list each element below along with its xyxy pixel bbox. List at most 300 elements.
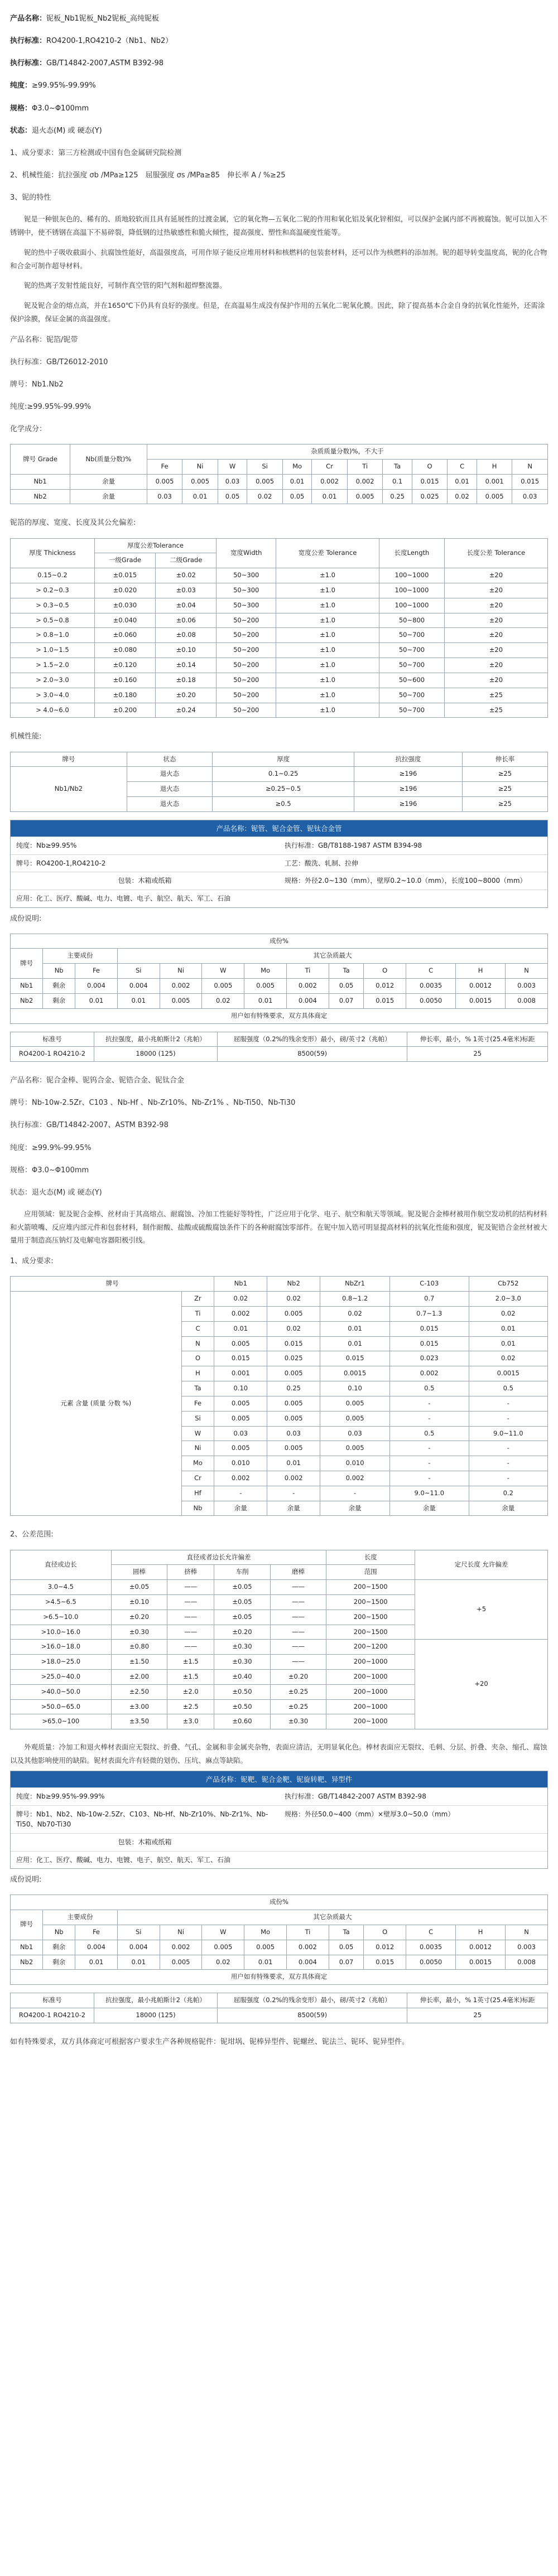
- length-dev-cell: +5: [415, 1580, 548, 1640]
- element-header: O: [364, 964, 406, 979]
- value-cell: > 2.0~3.0: [11, 673, 95, 688]
- value-cell: 0.005: [214, 1411, 267, 1426]
- value-cell: 0.002: [160, 1940, 202, 1955]
- foil-purity: 纯度:≥99.95%-99.99%: [10, 402, 92, 411]
- value-cell: C: [181, 1321, 214, 1336]
- value-cell: ±0.03: [156, 583, 217, 598]
- value-cell: ±1.0: [276, 688, 379, 703]
- value-cell: Ti: [181, 1307, 214, 1322]
- value-cell: 200~1000: [326, 1714, 415, 1729]
- mech3-ts-header: 抗拉强度，最小兆帕斯计2（兆帕）: [94, 1993, 218, 2008]
- chem3-main-header: 主要成份: [43, 1910, 118, 1925]
- mech-grade-header: 牌号: [11, 752, 127, 767]
- value-cell: 0.005: [214, 1441, 267, 1456]
- element-header: H: [456, 1925, 506, 1940]
- mechanical-caption: 机械性能:: [10, 732, 42, 741]
- value-cell: 0.005: [267, 1441, 320, 1456]
- tube-packaging: 包装：木箱或纸箱: [11, 872, 279, 890]
- mech-grade-cell: Nb1/Nb2: [11, 767, 127, 811]
- value-cell: ±0.05: [111, 1580, 167, 1595]
- table-row: [11, 703, 548, 718]
- alloy-spec: 规格：Φ3.0~Φ100mm: [10, 1166, 89, 1175]
- value-cell: >40.0~50.0: [11, 1684, 112, 1699]
- value-cell: 50~200: [217, 613, 276, 628]
- value-cell: > 0.5~0.8: [11, 613, 95, 628]
- value-cell: 0.7: [390, 1292, 469, 1307]
- tolerance-caption: 2、公差范围:: [10, 1530, 54, 1539]
- value-cell: ±0.05: [214, 1594, 271, 1610]
- target-standard: 执行标准：GB/T14842-2007 ASTM B392-98: [279, 1787, 547, 1805]
- value-cell: 50~200: [217, 658, 276, 673]
- chemistry-table-3: [10, 1894, 548, 1985]
- element-header: C: [406, 1925, 456, 1940]
- mech-cell: 退火态: [127, 767, 212, 782]
- element-header: Si: [117, 964, 160, 979]
- value-cell: Nb2: [11, 993, 43, 1008]
- mech-cell: ≥25: [462, 767, 547, 782]
- paragraph-2: 铌的热中子吸收截面小、抗腐蚀性能好，高温强度高，可用作原子能反应堆用材料和核燃料的包装套材料，还可以作为核燃料的添加剂。铌的超导转变温度高，铌的化合物和合金可制作超导材料。: [10, 248, 547, 270]
- tube-purity: 纯度：Nb≥99.95%: [11, 837, 279, 854]
- grade-header: Nb2: [267, 1277, 320, 1292]
- value-cell: ±0.06: [156, 613, 217, 628]
- element-header: Ni: [182, 460, 218, 475]
- value-cell: 0.0035: [406, 979, 456, 994]
- value-cell: 200~1500: [326, 1610, 415, 1625]
- value-cell: ±0.20: [214, 1625, 271, 1640]
- purity-line: 纯度：≥99.95%-99.99%: [10, 81, 96, 90]
- value-cell: ±0.120: [94, 658, 155, 673]
- value-cell: 0.004: [286, 993, 329, 1008]
- value-cell: 0.0050: [406, 993, 456, 1008]
- value-cell: ±0.30: [270, 1714, 326, 1729]
- value-cell: 0.02: [448, 489, 477, 504]
- value-cell: 0.01: [117, 993, 160, 1008]
- chemistry-table-1: [10, 444, 548, 504]
- width-tol-header: 宽度公差 Tolerance: [276, 538, 379, 568]
- value-cell: 0.0050: [406, 1955, 456, 1970]
- value-cell: 0.15~0.2: [11, 568, 95, 583]
- tol-dia-header: 直径或边长: [11, 1550, 112, 1580]
- value-cell: ±2.0: [167, 1684, 214, 1699]
- value-cell: 50~200: [217, 643, 276, 658]
- value-cell: 余量: [390, 1501, 469, 1516]
- value-cell: 200~1000: [326, 1684, 415, 1699]
- standard-line: 执行标准：RO4200-1,RO4210-2（Nb1、Nb2）: [10, 37, 173, 46]
- tol-len-header: 长度: [326, 1550, 415, 1565]
- value-cell: ±20: [444, 613, 547, 628]
- mech3-el: 25: [407, 2008, 548, 2023]
- value-cell: 剩余: [43, 1940, 75, 1955]
- value-cell: 50~200: [217, 673, 276, 688]
- element-header: W: [202, 1925, 244, 1940]
- value-cell: Nb1: [11, 979, 43, 994]
- value-cell: 剩余: [43, 979, 75, 994]
- value-cell: 0.004: [75, 979, 118, 994]
- nb-header: Nb(质量分数)%: [70, 444, 147, 475]
- width-header: 宽度Width: [217, 538, 276, 568]
- value-cell: ±0.05: [214, 1580, 271, 1595]
- value-cell: ±0.25: [270, 1684, 326, 1699]
- product-name-line: 产品名称：铌板_Nb1铌板_Nb2铌板_高纯铌板: [10, 15, 160, 23]
- value-cell: ±0.180: [94, 688, 155, 703]
- value-cell: 0.002: [286, 1940, 329, 1955]
- value-cell: 0.01: [182, 489, 218, 504]
- value-cell: 0.002: [286, 979, 329, 994]
- value-cell: 200~1500: [326, 1594, 415, 1610]
- table-row: [11, 583, 548, 598]
- value-cell: ±20: [444, 643, 547, 658]
- table-row: [11, 1292, 548, 1307]
- thickness-table: [10, 538, 548, 718]
- value-cell: > 0.8~1.0: [11, 628, 95, 643]
- table-row: [11, 993, 548, 1008]
- mech2-std-header: 标准号: [11, 1032, 94, 1047]
- grade-header: Nb1: [214, 1277, 267, 1292]
- value-cell: >65.0~100: [11, 1714, 112, 1729]
- value-cell: 0.03: [512, 489, 548, 504]
- value-cell: Ta: [181, 1381, 214, 1396]
- mechanical-table-1: [10, 752, 548, 812]
- value-cell: 0.05: [282, 489, 311, 504]
- value-cell: 0.005: [267, 1411, 320, 1426]
- value-cell: -: [469, 1456, 548, 1471]
- tol-sub: 挤棒: [167, 1565, 214, 1580]
- table-row: [11, 1640, 548, 1655]
- element-header: N: [512, 460, 548, 475]
- value-cell: ±0.80: [111, 1640, 167, 1655]
- element-header: Ta: [383, 460, 412, 475]
- value-cell: ±1.0: [276, 598, 379, 613]
- value-cell: 0.02: [202, 1955, 244, 1970]
- table-row: [11, 643, 548, 658]
- table-row: [11, 474, 548, 489]
- value-cell: 2.0~3.0: [469, 1292, 548, 1307]
- value-cell: ±1.50: [111, 1655, 167, 1670]
- value-cell: 50~700: [379, 628, 445, 643]
- table-row: [11, 1940, 548, 1955]
- value-cell: 0.0015: [469, 1366, 548, 1381]
- mech-cell: ≥196: [354, 796, 463, 811]
- value-cell: ——: [167, 1580, 214, 1595]
- value-cell: -: [469, 1471, 548, 1486]
- value-cell: ±2.5: [167, 1699, 214, 1714]
- table-row: [11, 613, 548, 628]
- value-cell: 100~1000: [379, 583, 445, 598]
- value-cell: >4.5~6.5: [11, 1594, 112, 1610]
- value-cell: Cr: [181, 1471, 214, 1486]
- value-cell: 0.05: [218, 489, 247, 504]
- mech2-el-header: 伸长率，最小，% 1英寸(25.4毫米)标距: [407, 1032, 548, 1047]
- value-cell: ±0.30: [214, 1640, 271, 1655]
- value-cell: ±20: [444, 673, 547, 688]
- mechanical-item: 2、机械性能：抗拉强度 σb /MPa≥125 屈服强度 σs /MPa≥85 伸长率 A / %≥25: [10, 171, 286, 180]
- value-cell: >50.0~65.0: [11, 1699, 112, 1714]
- value-cell: ——: [270, 1580, 326, 1595]
- value-cell: ±0.24: [156, 703, 217, 718]
- value-cell: ——: [270, 1610, 326, 1625]
- tube-spec: 规格：外径2.0~130（mm），壁厚0.2~10.0（mm），长度100~8000（mm）: [279, 872, 547, 890]
- value-cell: ±20: [444, 598, 547, 613]
- value-cell: 0.005: [182, 474, 218, 489]
- spec-line: 规格：Φ3.0~Φ100mm: [10, 104, 89, 113]
- value-cell: ±0.18: [156, 673, 217, 688]
- value-cell: ——: [270, 1640, 326, 1655]
- value-cell: ±1.0: [276, 643, 379, 658]
- element-header: Fe: [75, 964, 118, 979]
- value-cell: ±0.030: [94, 598, 155, 613]
- value-cell: ±25: [444, 703, 547, 718]
- value-cell: -: [469, 1441, 548, 1456]
- chem3-pct-header: 成份%: [11, 1895, 548, 1910]
- value-cell: 200~1000: [326, 1655, 415, 1670]
- value-cell: 0.03: [267, 1426, 320, 1441]
- thickness-tol-header: 厚度公差Tolerance: [94, 538, 217, 553]
- mech2-ys-header: 屈服强度（0.2%的残余变形）最小，磅/英寸2（兆帕）: [217, 1032, 407, 1047]
- comp-grade-header: 牌号: [11, 1277, 214, 1292]
- value-cell: 余量: [320, 1501, 390, 1516]
- value-cell: ±20: [444, 658, 547, 673]
- value-cell: ±3.00: [111, 1699, 167, 1714]
- value-cell: 50~800: [379, 613, 445, 628]
- value-cell: 0.02: [247, 489, 283, 504]
- value-cell: ——: [167, 1640, 214, 1655]
- mech2-std: RO4200-1 RO4210-2: [11, 1047, 94, 1062]
- tolerance-table: [10, 1550, 548, 1730]
- value-cell: ——: [167, 1625, 214, 1640]
- element-header: O: [412, 460, 448, 475]
- mech-thick-header: 厚度: [213, 752, 354, 767]
- value-cell: 0.008: [506, 993, 548, 1008]
- value-cell: > 0.2~0.3: [11, 583, 95, 598]
- alloy-standard: 执行标准：GB/T14842-2007、ASTM B392-98: [10, 1121, 169, 1130]
- value-cell: 0.5: [390, 1426, 469, 1441]
- value-cell: 0.015: [512, 474, 548, 489]
- value-cell: 0.01: [282, 474, 311, 489]
- element-header: Fe: [75, 1925, 118, 1940]
- foil-standard: 执行标准：GB/T26012-2010: [10, 357, 108, 366]
- value-cell: 0.01: [214, 1321, 267, 1336]
- value-cell: 0.0015: [320, 1366, 390, 1381]
- value-cell: 0.015: [364, 1955, 406, 1970]
- value-cell: 50~200: [217, 703, 276, 718]
- value-cell: 0.005: [244, 1940, 287, 1955]
- value-cell: Si: [181, 1411, 214, 1426]
- value-cell: Zr: [181, 1292, 214, 1307]
- element-header: H: [477, 460, 512, 475]
- value-cell: 50~200: [217, 688, 276, 703]
- value-cell: 50~300: [217, 598, 276, 613]
- value-cell: ±20: [444, 568, 547, 583]
- paragraph-3: 铌的热离子发射性能良好，可制作真空管的阳气剂和超焊整流器。: [24, 281, 227, 290]
- value-cell: 50~200: [217, 628, 276, 643]
- target-product-box: [10, 1771, 548, 1869]
- value-cell: 0.005: [320, 1396, 390, 1411]
- value-cell: Mo: [181, 1456, 214, 1471]
- value-cell: ——: [270, 1594, 326, 1610]
- element-header: Ta: [329, 1925, 364, 1940]
- tube-grade: 牌号：RO4200-1,RO4210-2: [11, 854, 279, 872]
- table-row: [11, 568, 548, 583]
- value-cell: ±1.0: [276, 613, 379, 628]
- value-cell: H: [181, 1366, 214, 1381]
- value-cell: 0.02: [267, 1321, 320, 1336]
- value-cell: -: [390, 1456, 469, 1471]
- element-header: W: [202, 964, 244, 979]
- value-cell: ±1.5: [167, 1655, 214, 1670]
- grade-cell: Nb1: [11, 474, 70, 489]
- value-cell: Fe: [181, 1396, 214, 1411]
- value-cell: 0.01: [75, 993, 118, 1008]
- mech3-std-header: 标准号: [11, 1993, 94, 2008]
- value-cell: 0.004: [117, 1940, 160, 1955]
- value-cell: Hf: [181, 1486, 214, 1501]
- value-cell: 200~1200: [326, 1640, 415, 1655]
- length-dev-cell: +20: [415, 1640, 548, 1729]
- value-cell: ±0.040: [94, 613, 155, 628]
- chem3-imp-header: 其它杂质最大: [117, 1910, 547, 1925]
- foil-grade: 牌号：Nb1.Nb2: [10, 380, 64, 389]
- chem2-caption: 成份说明:: [10, 914, 42, 923]
- value-cell: ±0.50: [214, 1699, 271, 1714]
- value-cell: 200~1500: [326, 1580, 415, 1595]
- value-cell: ±0.10: [156, 643, 217, 658]
- value-cell: 50~300: [217, 583, 276, 598]
- mech-cell: 0.1~0.25: [213, 767, 354, 782]
- value-cell: 9.0~11.0: [469, 1426, 548, 1441]
- tube-standard: 执行标准：GB/T8188-1987 ASTM B394-98: [279, 837, 547, 854]
- value-cell: 0.005: [202, 979, 244, 994]
- value-cell: O: [181, 1351, 214, 1366]
- value-cell: 0.008: [506, 1955, 548, 1970]
- value-cell: 0.005: [347, 489, 383, 504]
- value-cell: 0.010: [320, 1456, 390, 1471]
- value-cell: 0.01: [267, 1456, 320, 1471]
- value-cell: 0.2: [469, 1486, 548, 1501]
- value-cell: 0.01: [117, 1955, 160, 1970]
- table-row: [11, 1580, 548, 1595]
- mech3-ts: 18000 (125): [94, 2008, 218, 2023]
- value-cell: ±0.080: [94, 643, 155, 658]
- table-row: [11, 688, 548, 703]
- impurity-header: 杂质质量分数)%，不大于: [147, 444, 547, 460]
- value-cell: 0.01: [469, 1321, 548, 1336]
- value-cell: ——: [270, 1655, 326, 1670]
- value-cell: 50~700: [379, 703, 445, 718]
- value-cell: Ni: [181, 1441, 214, 1456]
- mech2-ys: 8500(59): [217, 1047, 407, 1062]
- target-product-banner: 产品名称：铌靶、铌合金靶、铌旋转靶、异型件: [11, 1771, 547, 1787]
- mech-cell: ≥25: [462, 796, 547, 811]
- value-cell: 0.005: [160, 993, 202, 1008]
- value-cell: 200~1000: [326, 1670, 415, 1685]
- alloy-comp-caption: 1、成分要求:: [10, 1257, 54, 1266]
- element-header: Mo: [282, 460, 311, 475]
- value-cell: 剩余: [43, 1955, 75, 1970]
- value-cell: ±0.25: [270, 1699, 326, 1714]
- surface-quality: 外观质量：冷加工和退火棒材表面应无裂纹、折叠、气孔、金属和非金属夹杂物，表面应清洁，无明显氧化色。棒材表面应无裂纹、毛刺、分层、折叠、夹杂、缩孔、腐蚀以及其他影响使用的缺陷。铌材表面允许有轻微的划伤、压坑、麻点等缺陷。: [10, 1743, 547, 1765]
- value-cell: 0.0015: [456, 993, 506, 1008]
- grade1-header: 一级Grade: [94, 553, 155, 568]
- tube-product-banner: 产品名称：铌管、铌合金管、铌钛合金管: [11, 820, 547, 837]
- table-row: [11, 628, 548, 643]
- value-cell: ±0.30: [214, 1655, 271, 1670]
- value-cell: 0.25: [267, 1381, 320, 1396]
- value-cell: 0.02: [469, 1351, 548, 1366]
- mech2-ts-header: 抗拉强度，最小兆帕斯计2（兆帕）: [94, 1032, 218, 1047]
- foil-chem-caption: 化学成分：: [10, 425, 47, 434]
- element-side-label: 元素 含量 (质量 分数 %): [11, 1292, 182, 1516]
- table-row: [11, 489, 548, 504]
- element-header: Si: [117, 1925, 160, 1940]
- value-cell: 0.01: [312, 489, 348, 504]
- value-cell: 0.025: [412, 489, 448, 504]
- element-header: Ti: [347, 460, 383, 475]
- thickness-caption: 铌箔的厚度、宽度、长度及其公允偏差:: [10, 519, 136, 528]
- chem2-pct-header: 成份%: [11, 934, 548, 949]
- value-cell: 0.001: [477, 474, 512, 489]
- value-cell: 0.07: [329, 993, 364, 1008]
- value-cell: 0.003: [506, 979, 548, 994]
- alloy-product-name: 产品名称：铌合金棒、铌钨合金、铌锆合金、铌钛合金: [10, 1076, 185, 1085]
- value-cell: 0.005: [267, 1366, 320, 1381]
- value-cell: ±0.05: [214, 1610, 271, 1625]
- chem3-grade-header: 牌号: [11, 1910, 43, 1940]
- target-empty: [279, 1833, 547, 1851]
- table-row: [11, 979, 548, 994]
- value-cell: > 1.5~2.0: [11, 658, 95, 673]
- value-cell: ±3.0: [167, 1714, 214, 1729]
- value-cell: 0.015: [390, 1336, 469, 1351]
- mech3-ys-header: 屈服强度（0.2%的残余变形）最小，磅/英寸2（兆帕）: [217, 1993, 407, 2008]
- paragraph-4: 铌及铌合金的熔点高，并在1650℃下仍具有良好的强度。但是，在高温易生成没有保护作用的五氧化二铌氧化膜。因此，除了提高基本合金自身的抗氧化性能外，还需涂保护涂膜，保证金属的高温强度。: [10, 301, 545, 323]
- chem2-main-header: 主要成份: [43, 949, 118, 964]
- thickness-header: 厚度 Thickness: [11, 538, 95, 568]
- value-cell: -: [214, 1486, 267, 1501]
- value-cell: 0.0012: [456, 979, 506, 994]
- value-cell: Nb: [181, 1501, 214, 1516]
- value-cell: 0.015: [412, 474, 448, 489]
- value-cell: 0.002: [390, 1366, 469, 1381]
- element-header: Nb: [43, 1925, 75, 1940]
- value-cell: 0.01: [448, 474, 477, 489]
- element-header: Mo: [244, 1925, 287, 1940]
- value-cell: 0.1: [383, 474, 412, 489]
- element-header: Fe: [147, 460, 182, 475]
- value-cell: 0.005: [267, 1307, 320, 1322]
- value-cell: -: [267, 1486, 320, 1501]
- value-cell: 0.03: [320, 1426, 390, 1441]
- value-cell: 0.004: [286, 1955, 329, 1970]
- element-header: C: [406, 964, 456, 979]
- value-cell: >16.0~18.0: [11, 1640, 112, 1655]
- mech-cell: 退火态: [127, 782, 212, 797]
- value-cell: 9.0~11.0: [390, 1486, 469, 1501]
- value-cell: ±25: [444, 688, 547, 703]
- value-cell: 0.0015: [456, 1955, 506, 1970]
- value-cell: 0.0012: [456, 1940, 506, 1955]
- mech-state-header: 状态: [127, 752, 212, 767]
- mech-ts-header: 抗拉强度: [354, 752, 463, 767]
- mech2-ts: 18000 (125): [94, 1047, 218, 1062]
- alloy-purity: 纯度：≥99.9%-99.95%: [10, 1143, 92, 1152]
- grade-header: C-103: [390, 1277, 469, 1292]
- element-header: N: [506, 964, 548, 979]
- value-cell: 0.015: [390, 1321, 469, 1336]
- value-cell: ±20: [444, 628, 547, 643]
- value-cell: 0.005: [147, 474, 182, 489]
- value-cell: >18.0~25.0: [11, 1655, 112, 1670]
- value-cell: -: [390, 1396, 469, 1411]
